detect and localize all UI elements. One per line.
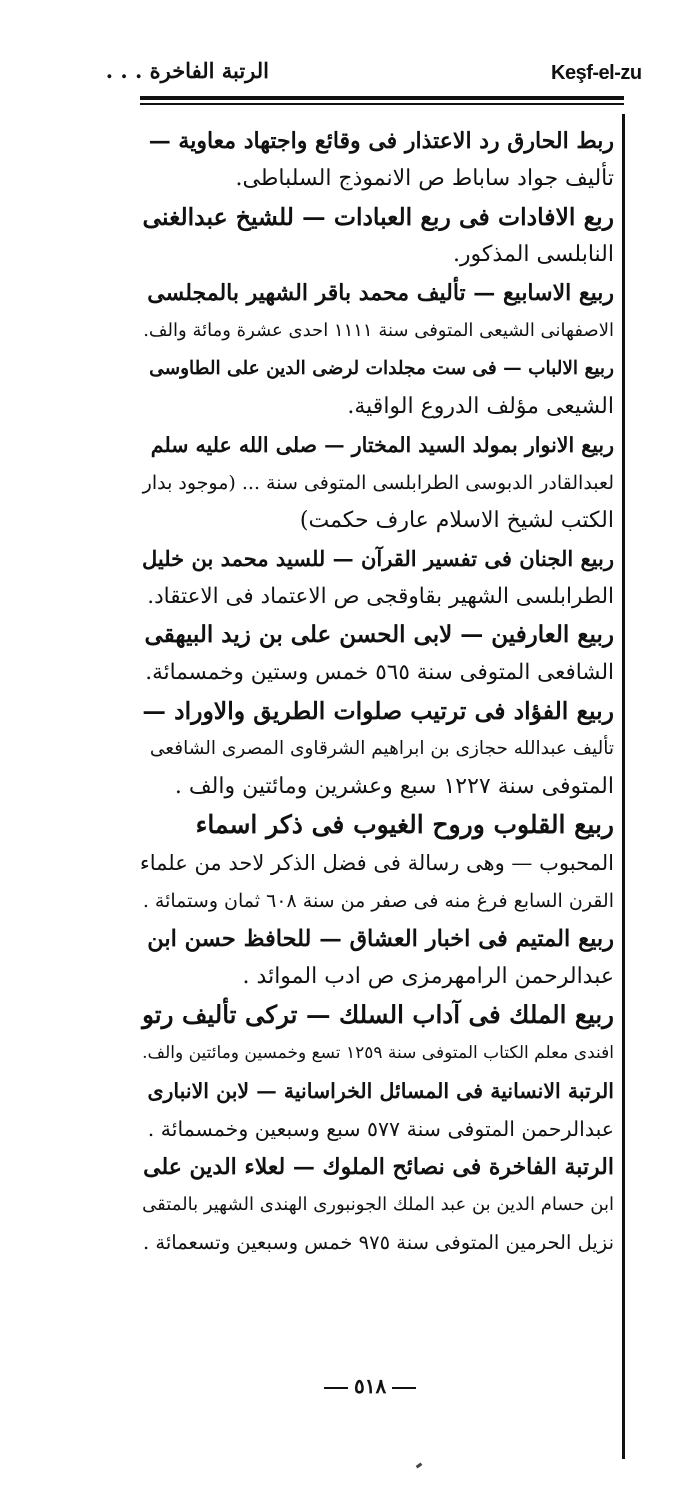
entry-text-line: القرن السابع فرغ منه فى صفر من سنة ٦٠٨ ثمان وستمائة . bbox=[142, 890, 614, 912]
page-number: ٥١٨ bbox=[318, 1374, 422, 1398]
entry-text-line: الشافعى المتوفى سنة ٥٦٥ خمس وستين وخمسمائة. bbox=[145, 660, 614, 685]
entry-text-line: الطرابلسى الشهير بقاوقجى ص الاعتماد فى الاعتقاد. bbox=[147, 584, 614, 609]
entry-text-line: افندى معلم الكتاب المتوفى سنة ١٢٥٩ تسع وخمسين ومائتين والف. bbox=[142, 1043, 614, 1063]
entry-title-line: الرتبة الفاخرة فى نصائح الملوك — لعلاء الدين على bbox=[143, 1154, 614, 1180]
paper-speck bbox=[416, 1463, 423, 1469]
entry-title-line: ربيع العارفين — لابى الحسن على بن زيد البيهقى bbox=[144, 621, 614, 648]
header-rule-thick bbox=[140, 96, 624, 100]
entry-title-line: ربع الافادات فى ربع العبادات — للشيخ عبدالغنى bbox=[142, 203, 614, 231]
entry-text-line: المحبوب — وهى رسالة فى فضل الذكر لاحد من علماء bbox=[140, 851, 614, 875]
entry-title-line: ربيع المتيم فى اخبار العشاق — للحافظ حسن ابن bbox=[147, 926, 614, 952]
entry-title-line: ربط الحارق رد الاعتذار فى وقائع واجتهاد معاوية — bbox=[148, 128, 614, 154]
entry-title-line: ربيع الجنان فى تفسير القرآن — للسيد محمد بن خليل bbox=[141, 546, 614, 571]
running-header-latin: Keşf-el-zu bbox=[551, 62, 642, 84]
entry-title-line: ربيع الالباب — فى ست مجلدات لرضى الدين على الطاوسى bbox=[149, 358, 614, 379]
entry-title-line: ربيع الانوار بمولد السيد المختار — صلى الله عليه سلم bbox=[150, 433, 614, 457]
entry-text-line: الكتب لشيخ الاسلام عارف حكمت) bbox=[299, 508, 614, 533]
entry-title-line: ربيع الاسابيع — تأليف محمد باقر الشهير بالمجلسى bbox=[147, 280, 614, 306]
entry-title-line: ربيع الفؤاد فى ترتيب صلوات الطريق والاوراد — bbox=[142, 697, 614, 725]
column-rule bbox=[622, 114, 625, 1459]
entry-text-line: عبدالرحمن الرامهرمزى ص ادب الموائد . bbox=[242, 964, 614, 989]
entry-title-line: الرتبة الانسانية فى المسائل الخراسانية — لابن الانبارى bbox=[147, 1079, 614, 1103]
entry-text-line: النابلسى المذكور. bbox=[452, 242, 614, 267]
entry-text-line: عبدالرحمن المتوفى سنة ٥٧٧ سبع وسبعين وخمسمائة . bbox=[147, 1117, 614, 1141]
entry-title-line: ربيع الملك فى آداب السلك — تركى تأليف رتو bbox=[142, 1000, 614, 1029]
entries-column bbox=[140, 122, 614, 1262]
entry-text-line: ابن حسام الدين بن عبد الملك الجونبورى الهندى الشهير بالمتقى bbox=[142, 1194, 614, 1215]
entry-text-line: الاصفهانى الشيعى المتوفى سنة ١١١١ احدى عشرة ومائة والف. bbox=[143, 320, 614, 341]
entry-text-line: الشيعى مؤلف الدروع الواقية. bbox=[347, 394, 614, 419]
entry-text-line: نزيل الحرمين المتوفى سنة ٩٧٥ خمس وسبعين وتسعمائة . bbox=[142, 1231, 614, 1254]
header-rule-thin bbox=[140, 103, 624, 105]
running-header-arabic: الرتبة الفاخرة . . . bbox=[105, 58, 269, 83]
entry-text-line: المتوفى سنة ١٢٢٧ سبع وعشرين ومائتين والف . bbox=[174, 774, 614, 799]
entry-text-line: تأليف عبدالله حجازى بن ابراهيم الشرقاوى المصرى الشافعى bbox=[149, 738, 614, 759]
entry-text-line: تأليف جواد ساباط ص الانموذج السلباطى. bbox=[235, 166, 614, 191]
entry-title-line: ربيع القلوب وروح الغيوب فى ذكر اسماء bbox=[195, 810, 614, 839]
entry-text-line: لعبدالقادر الدبوسى الطرابلسى المتوفى سنة ... (موجود بدار bbox=[142, 472, 614, 494]
